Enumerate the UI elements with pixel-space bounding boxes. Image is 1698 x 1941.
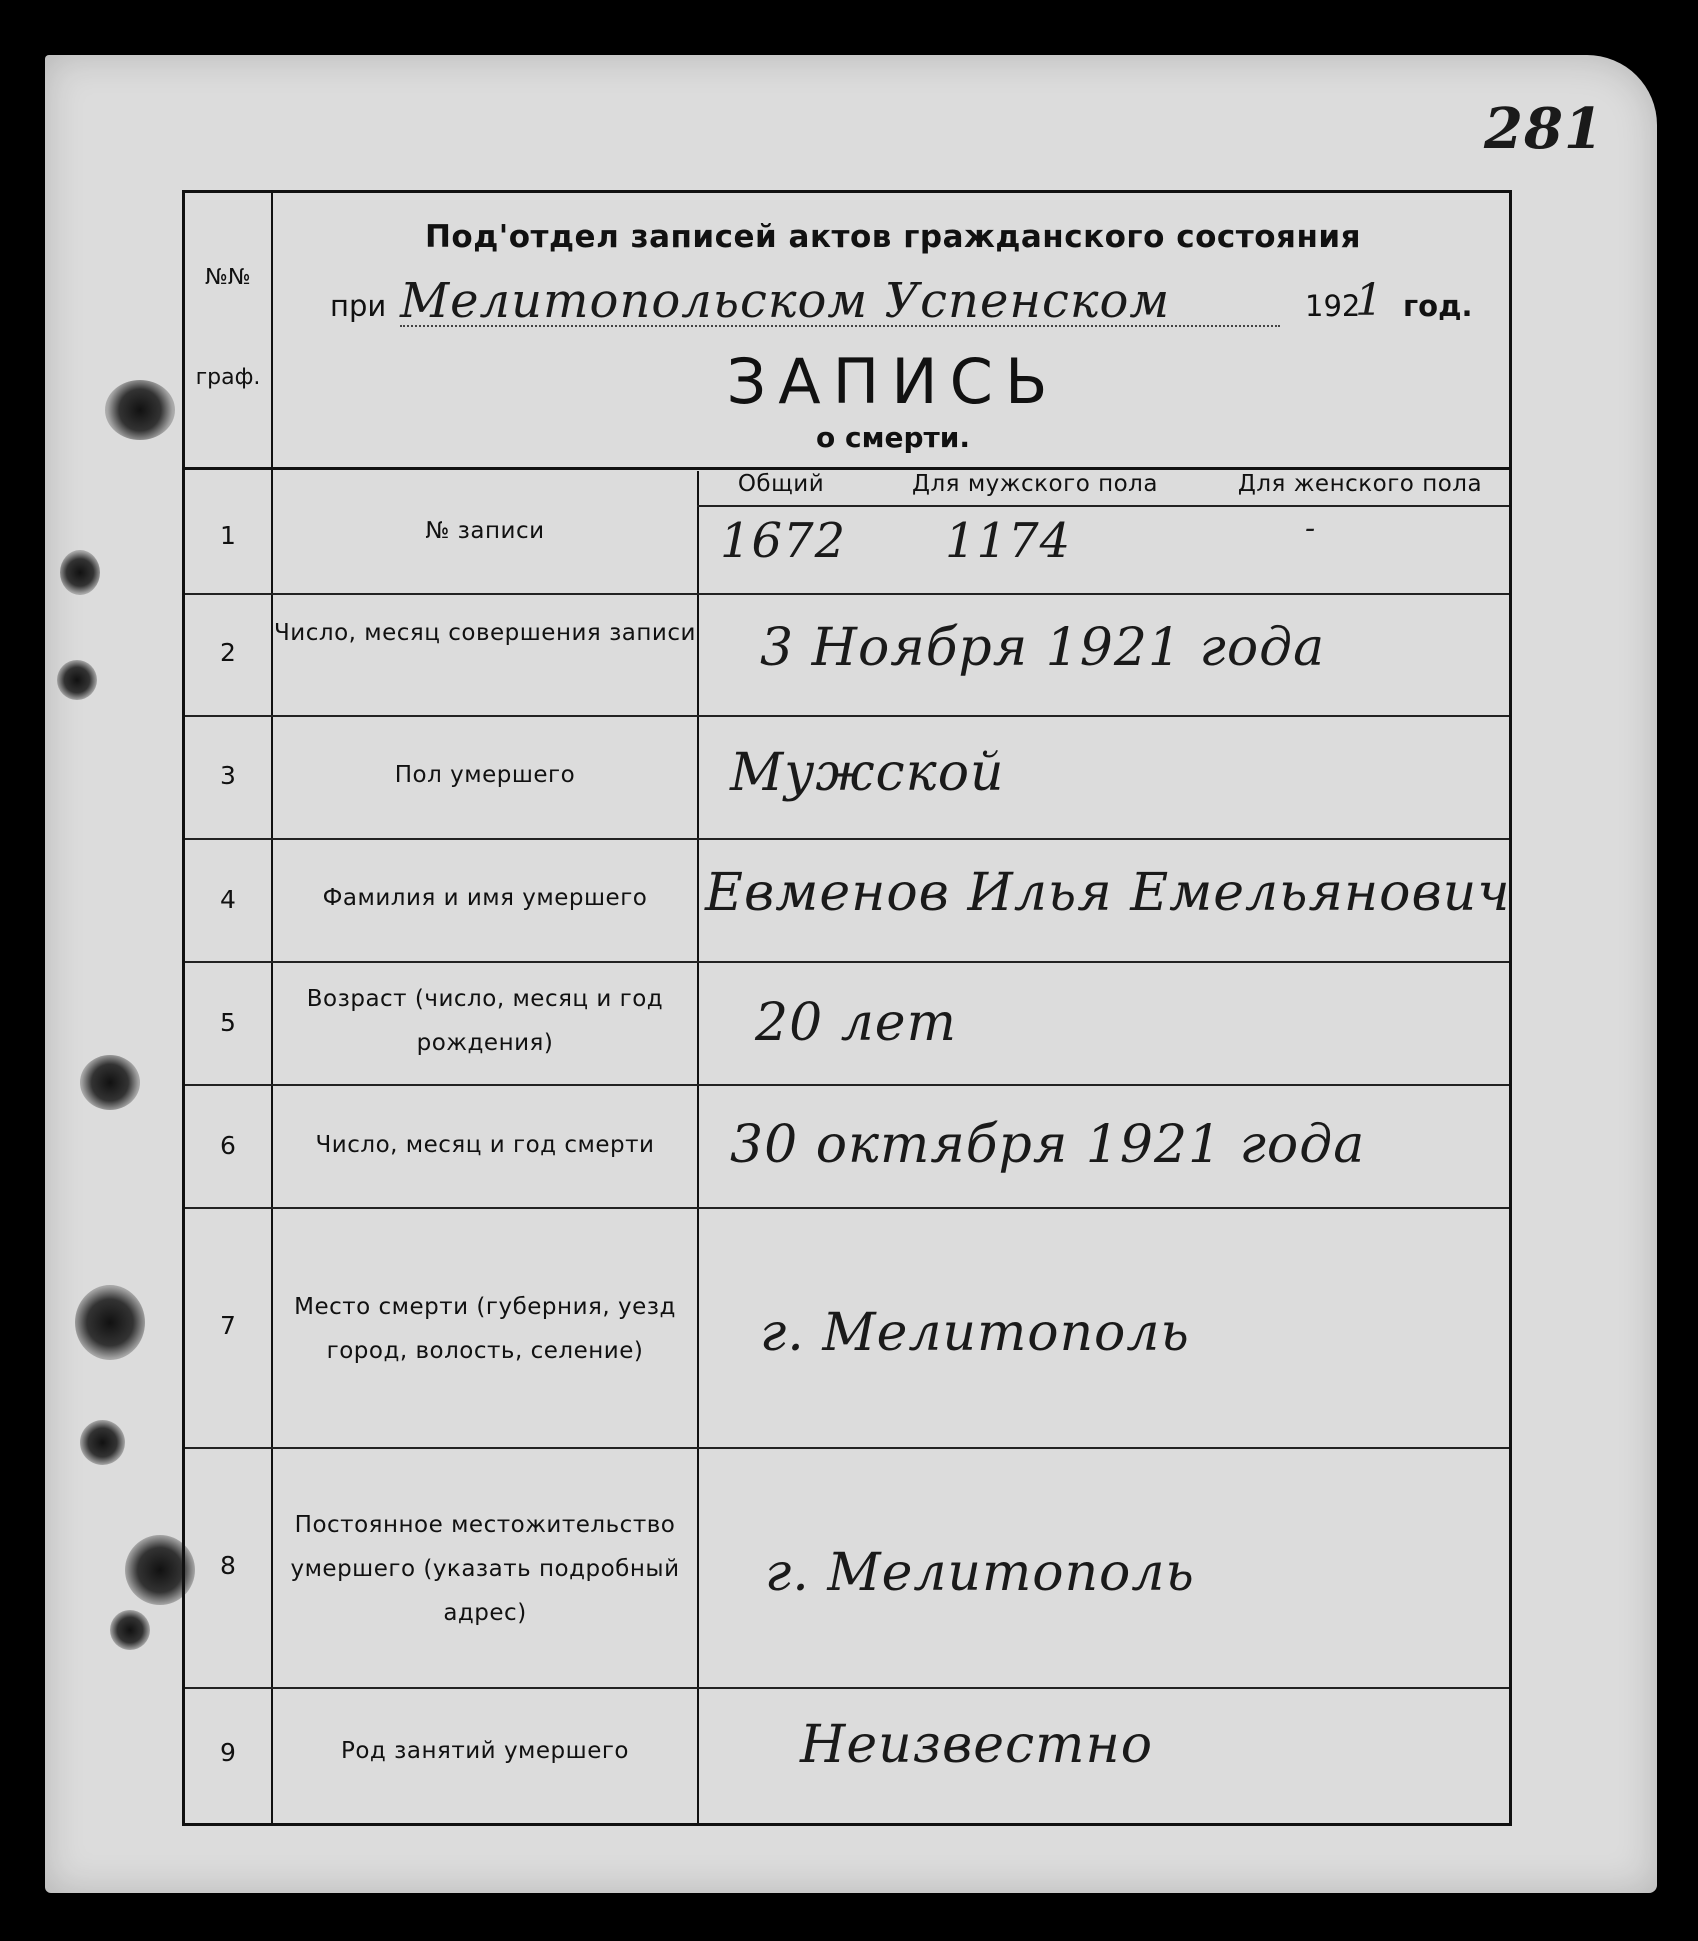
row-number: 3 xyxy=(220,761,236,790)
punch-hole xyxy=(80,1420,125,1465)
divider xyxy=(185,467,1509,470)
year-prefix: 192 xyxy=(1305,289,1361,323)
row-label: Возраст (число, месяц и год рождения) xyxy=(306,986,664,1056)
column-label-graf: граф. xyxy=(195,365,261,390)
record-number-general: 1672 xyxy=(720,513,847,569)
column-header-female: Для женского пола xyxy=(1237,471,1483,497)
record-number-male: 1174 xyxy=(945,513,1072,569)
row-number: 1 xyxy=(220,521,236,550)
row-label: Число, месяц и год смерти xyxy=(315,1132,655,1158)
age-value: 20 лет xyxy=(755,993,957,1053)
row-label: Фамилия и имя умершего xyxy=(322,885,648,911)
row-divider xyxy=(185,593,1509,595)
row-number: 2 xyxy=(220,638,236,667)
punch-hole xyxy=(60,550,100,595)
punch-hole xyxy=(75,1285,145,1360)
sex-value: Мужской xyxy=(730,743,1005,803)
row-number: 4 xyxy=(220,885,236,914)
column-header-male: Для мужского пола xyxy=(912,471,1158,497)
row-divider xyxy=(185,961,1509,963)
divider xyxy=(697,471,699,1823)
row-number: 5 xyxy=(220,1008,236,1037)
row-label: Число, месяц совершения записи xyxy=(274,620,696,646)
pri-label: при xyxy=(330,289,387,323)
record-title: ЗАПИСЬ xyxy=(726,345,1060,418)
office-name-handwritten: Мелитопольском Успенском xyxy=(400,273,1171,329)
row-label: № записи xyxy=(425,518,545,544)
divider xyxy=(697,505,1509,507)
row-label: Постоянное местожительство умершего (указать подробный адрес) xyxy=(290,1512,680,1626)
row-number: 9 xyxy=(220,1738,236,1767)
death-place-value: г. Мелитополь xyxy=(760,1303,1190,1363)
form-title: Под'отдел записей актов гражданского состояния xyxy=(424,219,1361,255)
row-label: Род занятий умершего xyxy=(340,1738,630,1764)
column-header-general: Общий xyxy=(737,471,825,497)
record-date-value: 3 Ноября 1921 года xyxy=(760,618,1326,678)
row-number: 8 xyxy=(220,1551,236,1580)
full-name-value: Евменов Илья Емельянович xyxy=(705,863,1511,923)
row-divider xyxy=(185,1207,1509,1209)
column-label-numbers: №№ xyxy=(205,265,251,290)
row-number: 6 xyxy=(220,1131,236,1160)
page-number: 281 xyxy=(1484,96,1604,162)
punch-hole xyxy=(110,1610,150,1650)
punch-hole xyxy=(57,660,97,700)
row-label: Место смерти (губерния, уезд город, волость, селение) xyxy=(294,1294,676,1364)
row-divider xyxy=(185,838,1509,840)
death-date-value: 30 октября 1921 года xyxy=(730,1115,1366,1175)
record-number-female: - xyxy=(1305,511,1317,546)
residence-value: г. Мелитополь xyxy=(765,1543,1195,1603)
row-divider xyxy=(185,1447,1509,1449)
row-divider xyxy=(185,715,1509,717)
dotted-line xyxy=(400,325,1280,327)
year-handwritten: 1 xyxy=(1355,275,1384,326)
row-label: Пол умершего xyxy=(394,762,576,788)
row-divider xyxy=(185,1084,1509,1086)
occupation-value: Неизвестно xyxy=(800,1715,1154,1775)
year-suffix: год. xyxy=(1403,289,1473,323)
record-subtitle: о смерти. xyxy=(816,421,970,454)
row-divider xyxy=(185,1687,1509,1689)
punch-hole xyxy=(105,380,175,440)
row-number: 7 xyxy=(220,1311,236,1340)
punch-hole xyxy=(80,1055,140,1110)
death-record-form xyxy=(182,190,1512,1826)
